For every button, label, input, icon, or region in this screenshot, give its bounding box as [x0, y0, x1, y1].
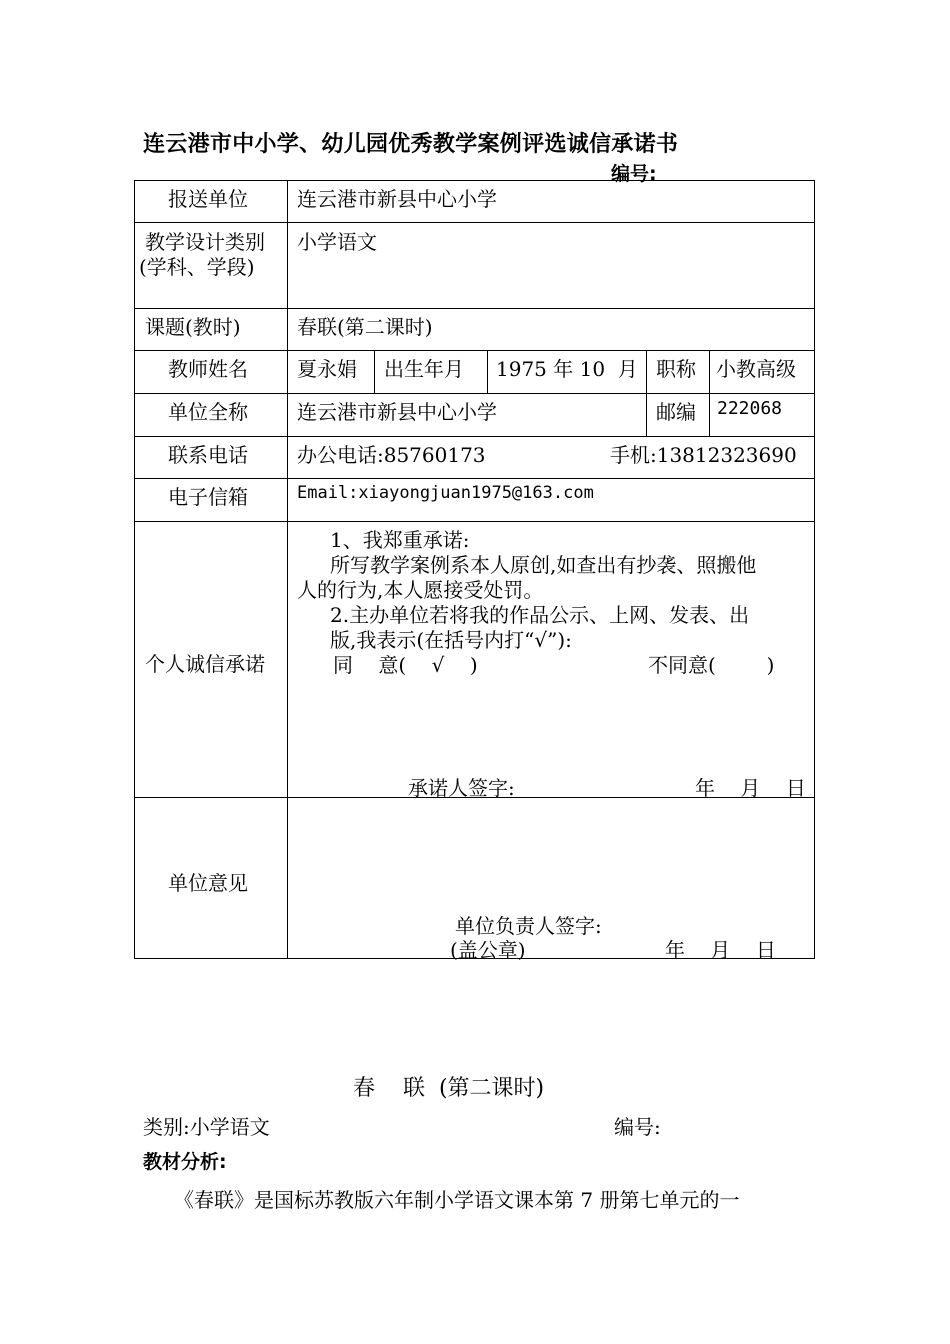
birth-date-value: 1975 年 10 月 — [496, 357, 638, 381]
leader-signature-label: 单位负责人签字: — [455, 914, 602, 938]
signer-date: 年 月 日 — [695, 776, 806, 800]
email-value: Email:xiayongjuan1975@163.com — [297, 483, 594, 503]
category-value: 小学语文 — [297, 230, 377, 254]
mobile-phone: 手机:13812323690 — [610, 443, 797, 467]
unit-value: 连云港市新县中心小学 — [297, 187, 497, 211]
category-sublabel: (学科、学段) — [139, 255, 255, 279]
teacher-name-label: 教师姓名 — [168, 357, 248, 381]
pledge-line-5: 版,我表示(在括号内打“√”): — [330, 628, 572, 652]
birth-date-label: 出生年月 — [384, 357, 464, 381]
unit-fullname-value: 连云港市新县中心小学 — [297, 400, 497, 424]
lesson-category: 类别:小学语文 — [143, 1115, 270, 1139]
email-label: 电子信箱 — [168, 485, 248, 509]
title-rank-label: 职称 — [656, 357, 696, 381]
seal-label: (盖公章) — [450, 938, 526, 962]
lesson-title: 春 联 (第二课时) — [353, 1076, 545, 1101]
topic-value: 春联(第二课时) — [297, 315, 433, 339]
topic-label: 课题(教时) — [145, 315, 241, 339]
disagree-option: 不同意( ) — [648, 653, 775, 677]
analysis-heading: 教材分析: — [143, 1151, 227, 1173]
pledge-line-3: 人的行为,本人愿接受处罚。 — [297, 578, 544, 602]
analysis-text: 《春联》是国标苏教版六年制小学语文课本第 7 册第七单元的一 — [174, 1188, 740, 1212]
agree-option: 同 意( √ ) — [333, 653, 478, 677]
serial-number-label: 编号: — [611, 163, 657, 185]
unit-fullname-label: 单位全称 — [168, 400, 248, 424]
opinion-label: 单位意见 — [168, 871, 248, 895]
seal-date: 年 月 日 — [665, 938, 776, 962]
office-phone: 办公电话:85760173 — [297, 443, 486, 467]
pledge-line-1: 1、我郑重承诺: — [330, 528, 470, 552]
lesson-serial: 编号: — [614, 1115, 661, 1139]
phone-label: 联系电话 — [168, 443, 248, 467]
pledge-label: 个人诚信承诺 — [145, 652, 265, 676]
pledge-line-2: 所写教学案例系本人原创,如查出有抄袭、照搬他 — [330, 553, 757, 577]
postcode-value: 222068 — [717, 398, 783, 419]
pledge-line-4: 2.主办单位若将我的作品公示、上网、发表、出 — [330, 603, 750, 627]
category-label: 教学设计类别 — [145, 230, 265, 254]
title-rank-value: 小教高级 — [716, 357, 796, 381]
teacher-name-value: 夏永娟 — [297, 357, 357, 381]
unit-label: 报送单位 — [168, 187, 248, 211]
postcode-label: 邮编 — [656, 400, 696, 424]
document-title: 连云港市中小学、幼儿园优秀教学案例评选诚信承诺书 — [143, 132, 679, 157]
signer-label: 承诺人签字: — [408, 776, 515, 800]
